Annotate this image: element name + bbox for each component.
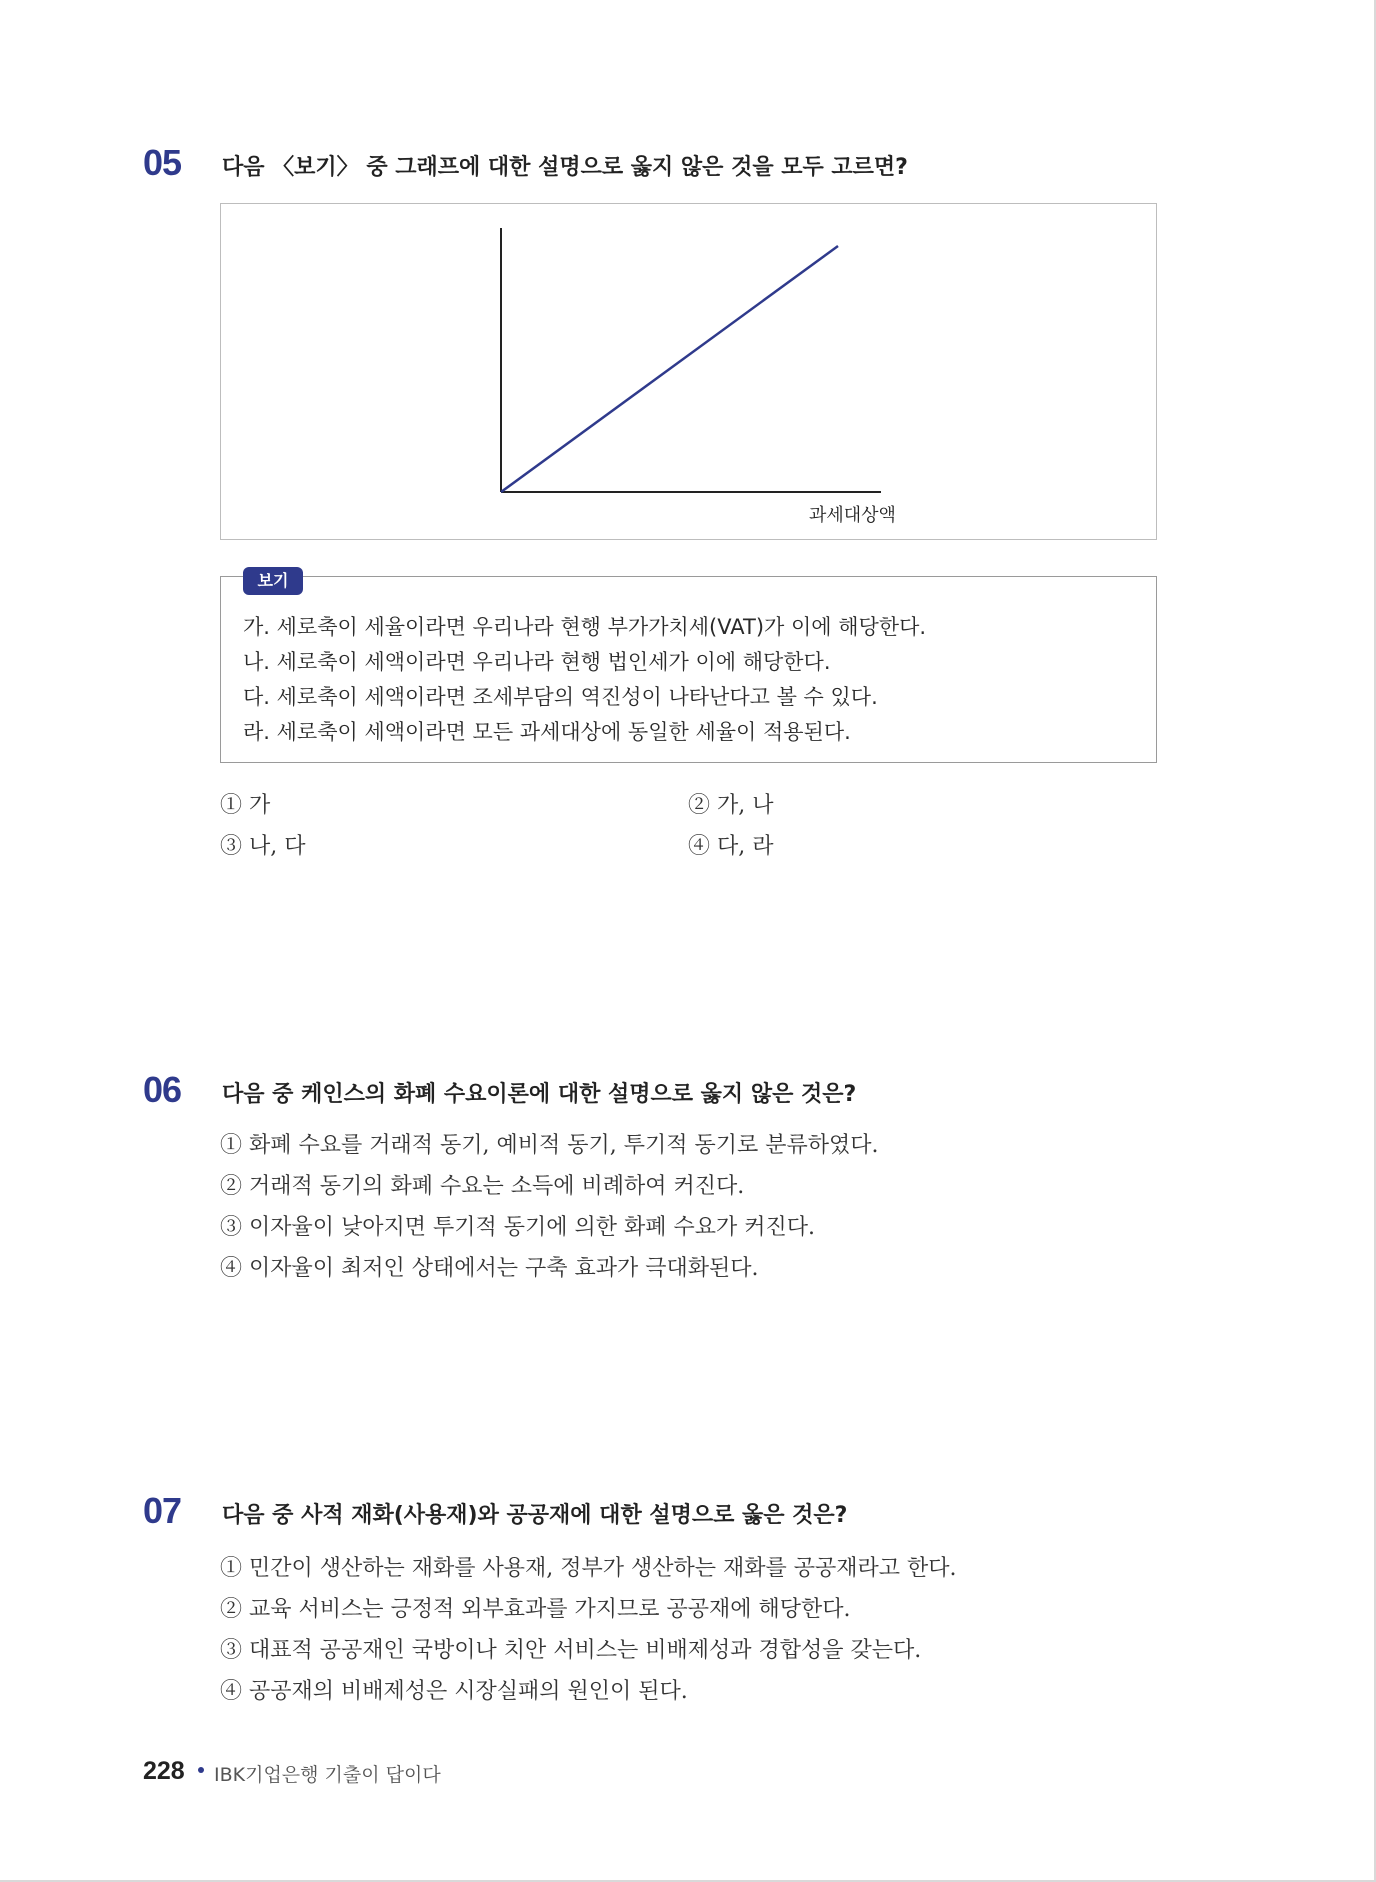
answer-choice-1[interactable]: ① 가: [220, 793, 271, 818]
book-title: IBK기업은행 기출이 답이다: [214, 1764, 441, 1786]
bogi-label: 보기: [243, 567, 303, 595]
option-06-1[interactable]: ① 화폐 수요를 거래적 동기, 예비적 동기, 투기적 동기로 분류하였다.: [220, 1133, 879, 1158]
question-text-07: 다음 중 사적 재화(사용재)와 공공재에 대한 설명으로 옳은 것은?: [222, 1503, 848, 1528]
bogi-item-na: 나. 세로축이 세액이라면 우리나라 현행 법인세가 이에 해당한다.: [243, 650, 831, 674]
chart-figure: [220, 203, 1157, 540]
question-text-06: 다음 중 케인스의 화폐 수요이론에 대한 설명으로 옳지 않은 것은?: [222, 1082, 857, 1107]
question-number-06: 06: [143, 1069, 182, 1110]
answer-choice-3[interactable]: ③ 나, 다: [220, 834, 306, 859]
option-07-3[interactable]: ③ 대표적 공공재인 국방이나 치안 서비스는 비배제성과 경합성을 갖는다.: [220, 1638, 922, 1663]
bogi-item-da: 다. 세로축이 세액이라면 조세부담의 역진성이 나타난다고 볼 수 있다.: [243, 685, 878, 709]
question-number-05: 05: [143, 142, 182, 183]
option-07-2[interactable]: ② 교육 서비스는 긍정적 외부효과를 가지므로 공공재에 해당한다.: [220, 1597, 851, 1622]
bogi-item-ga: 가. 세로축이 세율이라면 우리나라 현행 부가가치세(VAT)가 이에 해당한다.: [243, 615, 927, 639]
answer-choice-2[interactable]: ② 가, 나: [688, 793, 774, 818]
page-number: 228: [143, 1757, 185, 1785]
chart-svg: [221, 204, 1158, 541]
series-line: [501, 246, 838, 492]
x-axis-label: 과세대상액: [809, 505, 896, 526]
option-06-4[interactable]: ④ 이자율이 최저인 상태에서는 구축 효과가 극대화된다.: [220, 1256, 759, 1281]
option-07-1[interactable]: ① 민간이 생산하는 재화를 사용재, 정부가 생산하는 재화를 공공재라고 한다.: [220, 1556, 957, 1581]
bogi-item-ra: 라. 세로축이 세액이라면 모든 과세대상에 동일한 세율이 적용된다.: [243, 720, 851, 744]
option-07-4[interactable]: ④ 공공재의 비배제성은 시장실패의 원인이 된다.: [220, 1679, 688, 1704]
option-06-2[interactable]: ② 거래적 동기의 화폐 수요는 소득에 비례하여 커진다.: [220, 1174, 745, 1199]
answer-choice-4[interactable]: ④ 다, 라: [688, 834, 774, 859]
question-number-07: 07: [143, 1490, 182, 1531]
question-text-05: 다음 〈보기〉 중 그래프에 대한 설명으로 옳지 않은 것을 모두 고르면?: [222, 155, 908, 180]
option-06-3[interactable]: ③ 이자율이 낮아지면 투기적 동기에 의한 화폐 수요가 커진다.: [220, 1215, 815, 1240]
footer-bullet-icon: [198, 1767, 204, 1773]
